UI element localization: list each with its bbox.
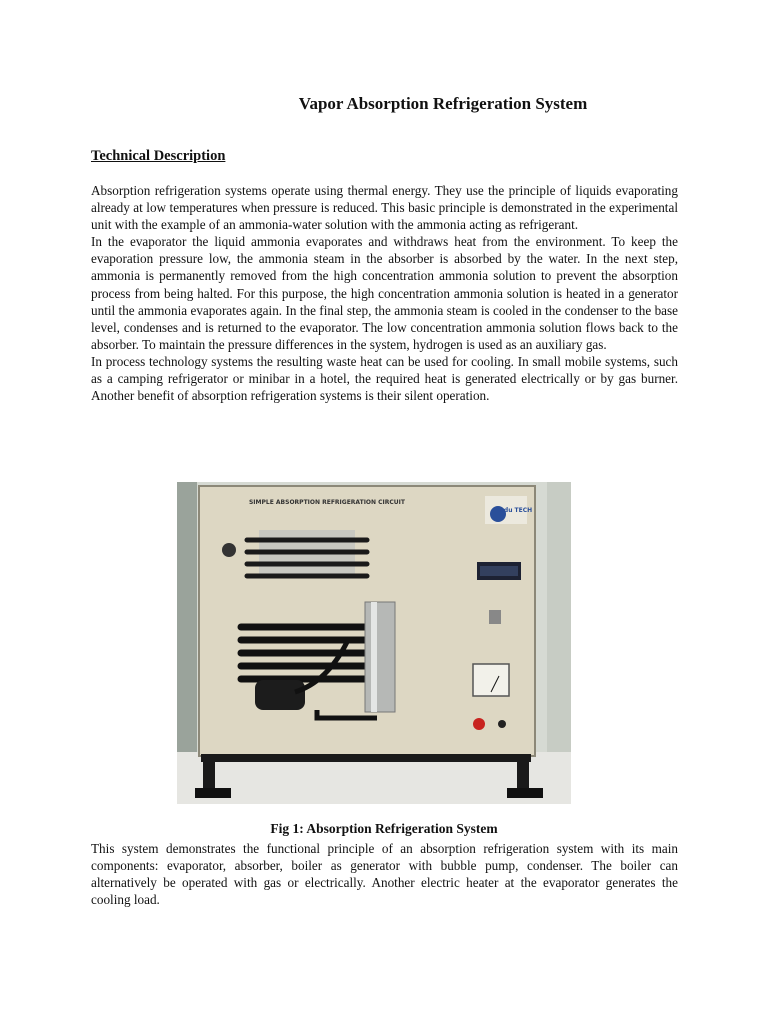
- paragraph: This system demonstrates the functional principle of an absorption refrigeration system with its main components: evaporator, absorber, boiler as generator with bubble pump, condenser. The boiler can alternatively be operated with gas or electrically. Another electric heater at the evaporator generates the cooling load.: [91, 841, 678, 908]
- absorber-tank: [255, 680, 305, 710]
- document-title-text: Vapor Absorption Refrigeration System: [298, 94, 588, 113]
- paragraph: In process technology systems the resulting waste heat can be used for cooling. In small mobile systems, such as a camping refrigerator or minibar in a hotel, the required heat is generated electrically or by gas burner. Another benefit of absorption refrigeration systems is their silent operation.: [91, 353, 678, 404]
- stand: [201, 754, 531, 762]
- section-heading: Technical Description: [91, 148, 226, 164]
- figure-photo: [177, 482, 571, 804]
- generator-cylinder: [365, 602, 395, 712]
- equipment-photo-illustration: [177, 482, 571, 804]
- body-text-block: [91, 840, 678, 908]
- paragraph: Absorption refrigeration systems operate using thermal energy. They use the principle of liquids evaporating already at low temperatures when pressure is reduced. This basic principle is demonstrated in the experimental unit with the example of an ammonia-water solution with the ammonia acting as refrigerant.: [91, 183, 678, 233]
- body-text-block: [91, 182, 678, 404]
- figure-caption: Fig 1: Absorption Refrigeration System: [270, 821, 498, 836]
- document-title: [0, 94, 768, 114]
- logo-text: edu TECH: [499, 507, 533, 514]
- paragraph: In the evaporator the liquid ammonia evaporates and withdraws heat from the environment. To keep the evaporation pressure low, the ammonia steam in the absorber is absorbed by the water. In the next step, ammonia is permanently removed from the high concentration ammonia solution to prevent the absorption process from being halted. For this purpose, the high concentration ammonia solution is heated in a generator until the ammonia evaporates again. In the final step, the ammonia steam is cooled in the condenser to the base level, condenses and is returned to the evaporator. The low concentration ammonia solution flows back to the absorber. To maintain the pressure differences in the system, hydrogen is used as an auxiliary gas.: [91, 234, 678, 352]
- panel-label: SIMPLE ABSORPTION REFRIGERATION CIRCUIT: [248, 499, 406, 506]
- red-button: [473, 718, 485, 730]
